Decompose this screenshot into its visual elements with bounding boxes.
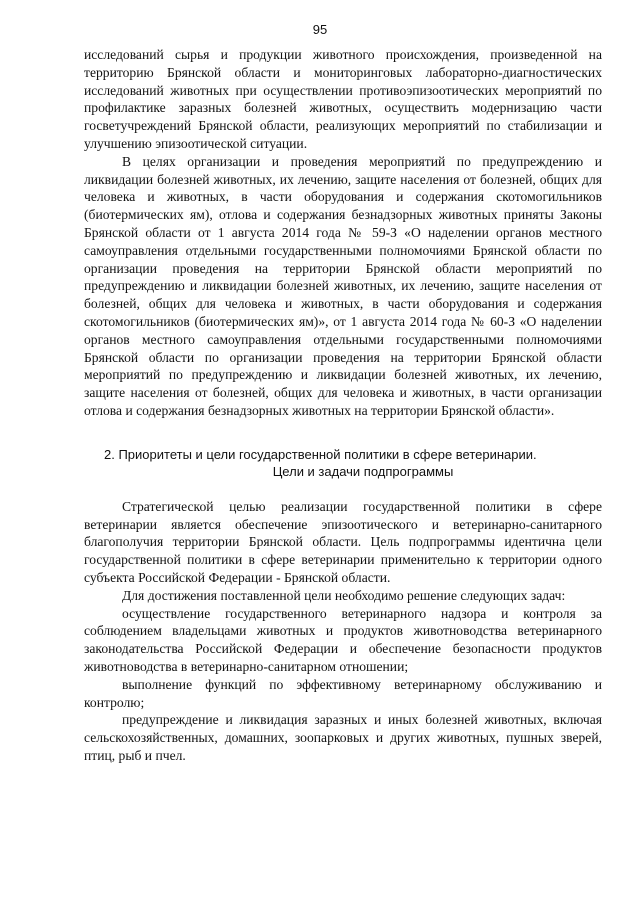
- intro-paragraph: исследований сырья и продукции животного происхождения, произведенной на территорию Брянской области и мониторинговых лабораторно-диагностических исследований животных при осуществлении противоэпизоотических мероприятий по профилактике заразных болезней животных, осуществить модернизацию части госветучреждений Брянской области, реализующих мероприятий по стабилизации и улучшению эпизоотической ситуации.: [84, 47, 602, 151]
- task-item: выполнение функций по эффективному ветеринарному обслуживанию и контролю;: [84, 676, 602, 710]
- section-subtitle: Цели и задачи подпрограммы: [272, 463, 454, 479]
- goal-paragraph: Стратегической целью реализации государственной политики в сфере ветеринарии является обеспечение эпизоотического и ветеринарно-санитарного благополучия территории Брянской области. Цель подпрограммы идентична цели государственной политики в сфере ветеринарии применительно к территории одного субъекта Российской Федерации - Брянской области.: [84, 498, 602, 585]
- task-item: осуществление государственного ветеринарного надзора и контроля за соблюдением владельцами животных и продуктов животноводства ветеринарного законодательства Российской Федерации и обеспечение безопасности продуктов животноводства в ветеринарно-санитарном отношении;: [84, 605, 602, 674]
- tasks-intro: Для достижения поставленной цели необходимо решение следующих задач:: [122, 587, 566, 603]
- document-body: [84, 46, 602, 765]
- section-title: 2. Приоритеты и цели государственной политики в сфере ветеринарии.: [104, 446, 537, 462]
- laws-paragraph: В целях организации и проведения мероприятий по предупреждению и ликвидации болезней животных, их лечению, защите населения от болезней, общих для человека и животных, в части оборудования и содержания скотомогильников (биотермических ям), отлова и содержания безнадзорных животных приняты Законы Брянской области от 1 августа 2014 года № 59-З «О наделении органов местного самоуправления отдельными государственными полномочиями Брянской области по организации проведения на территории Брянской области мероприятий по предупреждению и ликвидации болезней животных, их лечению, защите населения от болезней, общих для человека и животных, в части оборудования и содержания скотомогильников (биотермических ям)», от 1 августа 2014 года № 60-З «О наделении органов местного самоуправления отдельными государственными полномочиями Брянской области по организации проведения на территории Брянской области мероприятий по предупреждению и ликвидации болезней животных, их лечению, защите населения от болезней, общих для человека и животных, в части организации отлова и содержания безнадзорных животных на территории Брянской области».: [84, 153, 602, 418]
- page-number: 95: [312, 22, 328, 37]
- task-item: предупреждение и ликвидация заразных и иных болезней животных, включая сельскохозяйственных, домашних, зоопарковых и других животных, пушных зверей, птиц, рыб и пчел.: [84, 712, 602, 763]
